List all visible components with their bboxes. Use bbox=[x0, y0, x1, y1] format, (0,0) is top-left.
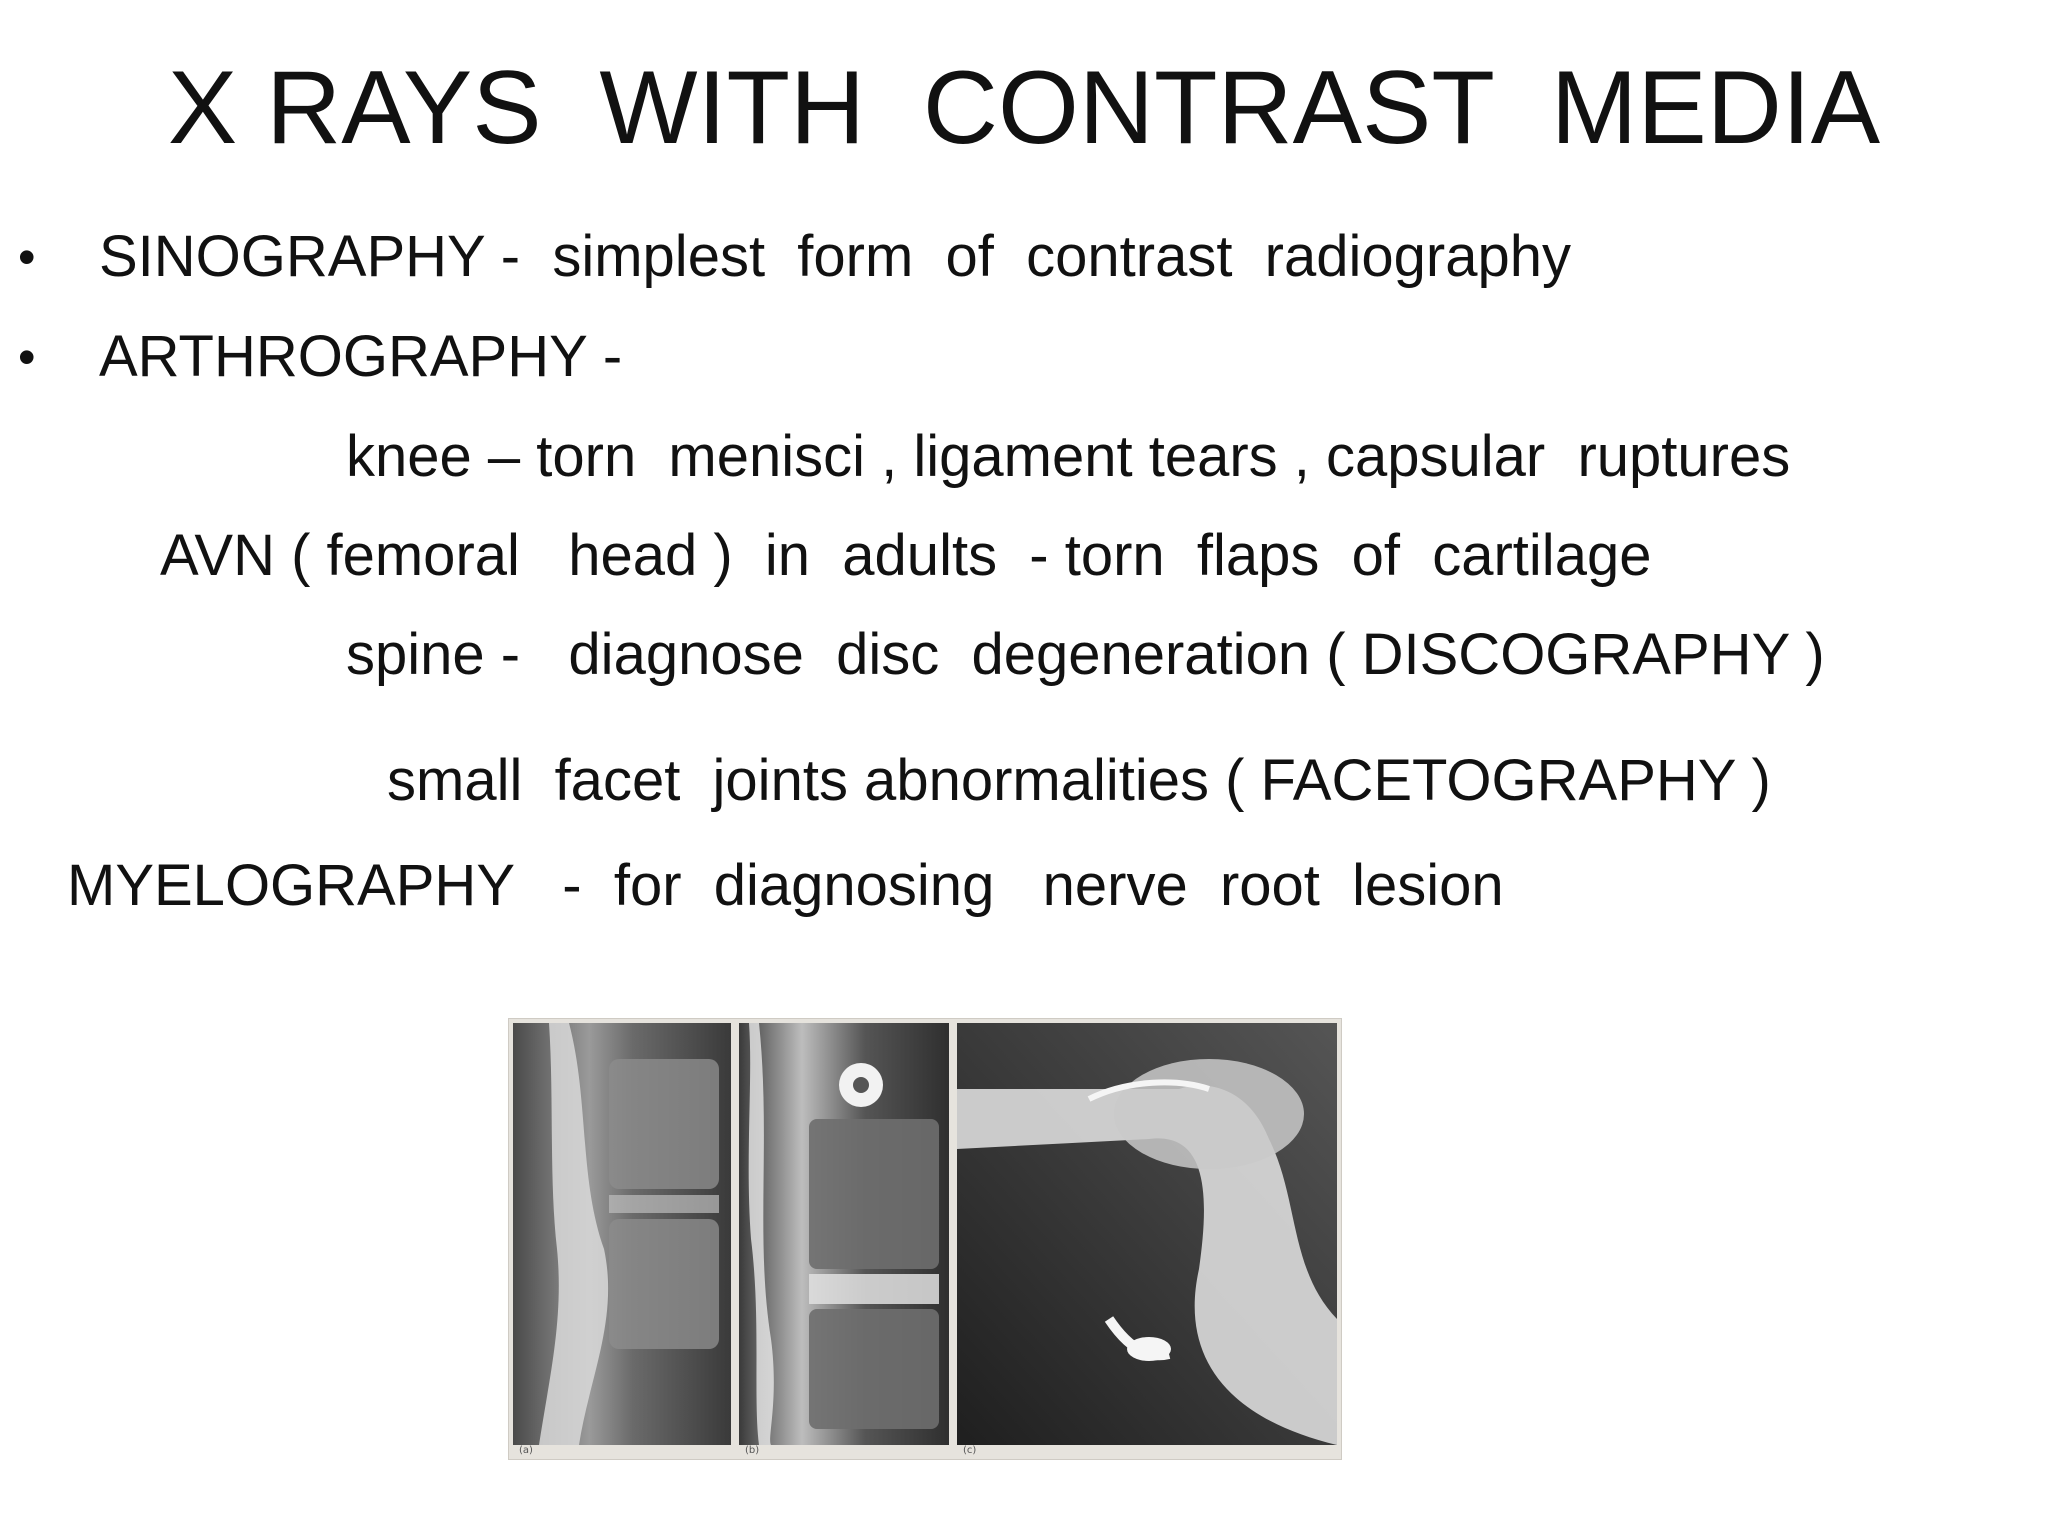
xray-panel-a bbox=[513, 1023, 731, 1456]
xray-panel-c bbox=[957, 1023, 1337, 1456]
line-spine: spine - diagnose disc degeneration ( DISCOGRAPHY ) bbox=[346, 622, 1825, 687]
slide-title: X RAYS WITH CONTRAST MEDIA bbox=[167, 50, 1881, 166]
line-myelography: MYELOGRAPHY - for diagnosing nerve root lesion bbox=[67, 853, 1504, 918]
panel-label-c: (c) bbox=[963, 1445, 977, 1456]
bullet-dot: • bbox=[18, 229, 36, 285]
panel-label-b: (b) bbox=[745, 1445, 760, 1456]
xray-panel-b bbox=[739, 1023, 949, 1456]
line-facet: small facet joints abnormalities ( FACETOGRAPHY ) bbox=[387, 748, 1771, 813]
xray-figure-graphic bbox=[509, 1019, 1341, 1459]
xray-figure bbox=[508, 1018, 1342, 1460]
bullet-text-sinography: SINOGRAPHY - simplest form of contrast radiography bbox=[99, 224, 1571, 289]
line-avn: AVN ( femoral head ) in adults - torn flaps of cartilage bbox=[160, 523, 1652, 588]
line-knee: knee – torn menisci , ligament tears , capsular ruptures bbox=[346, 424, 1791, 489]
bullet-text-arthrography: ARTHROGRAPHY - bbox=[99, 324, 623, 389]
bullet-dot: • bbox=[18, 329, 36, 385]
panel-label-a: (a) bbox=[519, 1445, 533, 1456]
